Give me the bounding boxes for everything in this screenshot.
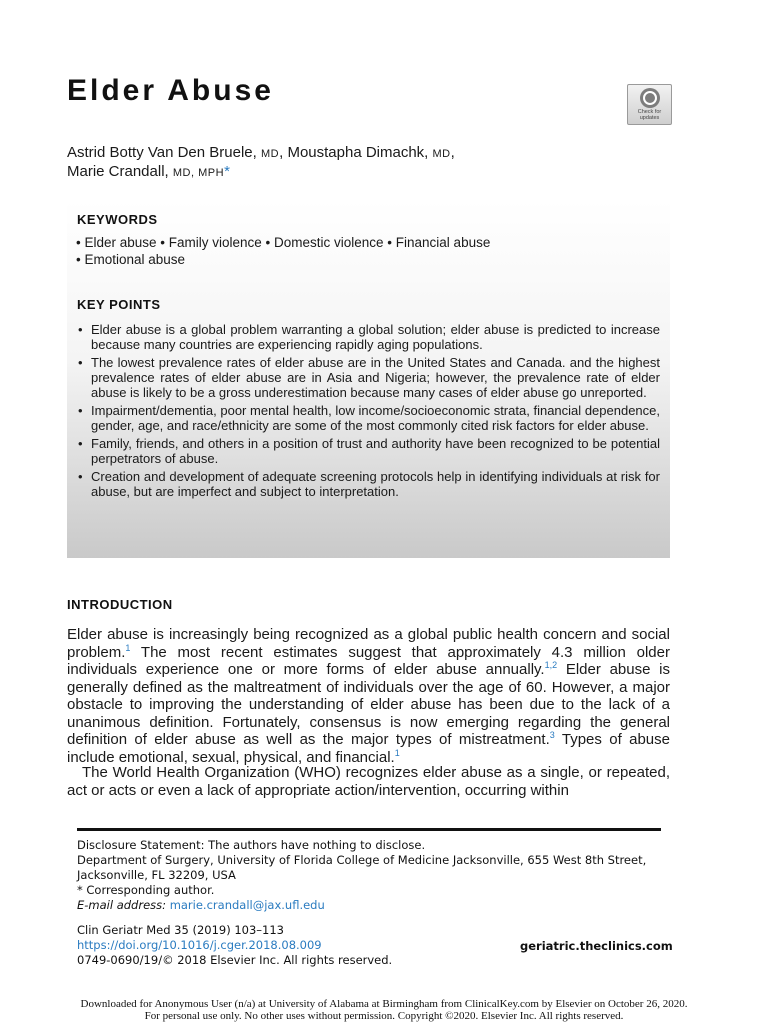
intro-paragraph	[67, 626, 670, 766]
introduction-heading: INTRODUCTION	[67, 597, 173, 612]
reference-link[interactable]: 1	[125, 642, 131, 653]
key-point-item: • Creation and development of adequate screening protocols help in identifying individuals at risk for abuse, but are imperfect and subject to interpretation.	[76, 469, 660, 499]
author-degree: MD, MPH	[172, 167, 225, 179]
paragraph-text: Types of abuse include emotional, sexual, physical, and financial.	[67, 731, 670, 766]
intro-paragraph-2: The World Health Organization (WHO) recognizes elder abuse as a single, or repeated, act or acts or even a lack of appropriate action/intervention, occurring within	[67, 764, 670, 799]
footnote-divider	[77, 828, 661, 831]
paragraph-text: Elder abuse is generally defined as the maltreatment of individuals over the age of 60. However, a major obstacle to improving the understanding of elder abuse has been due to the lack of a unanimous definition. Fortunately, consensus is now emerging regarding the general definition of elder abuse as well as the major types of mistreatment.	[67, 661, 670, 748]
author-name: , Moustapha Dimachk,	[279, 144, 429, 161]
disclosure-statement: Disclosure Statement: The authors have nothing to disclose.	[77, 838, 426, 852]
key-point-item: • Family, friends, and others in a position of trust and authority have been recognized to be potential perpetrators of abuse.	[76, 436, 660, 466]
keywords-line: • Emotional abuse	[76, 252, 186, 267]
copyright-line: 0749-0690/19/© 2018 Elsevier Inc. All rights reserved.	[77, 953, 393, 967]
email-line	[77, 898, 677, 913]
author-degree: MD	[432, 148, 451, 160]
footnote-block	[77, 838, 677, 913]
corresponding-note: * Corresponding author.	[77, 883, 215, 897]
affiliation: Department of Surgery, University of Florida College of Medicine Jacksonville, 655 West 8th Street, Jacksonville, FL 32209, USA	[77, 853, 647, 882]
key-point-item: • Impairment/dementia, poor mental health, low income/socioeconomic strata, financial dependence, gender, age, and race/ethnicity are some of the most commonly cited risk factors for elder abuse.	[76, 403, 660, 433]
check-for-updates-badge[interactable]	[627, 84, 672, 125]
journal-citation: Clin Geriatr Med 35 (2019) 103–113	[77, 923, 284, 937]
badge-label-line1: Check for	[637, 109, 662, 115]
author-degree: MD	[261, 148, 280, 160]
author-separator: ,	[450, 144, 455, 161]
email-label: E-mail address:	[77, 898, 167, 912]
keywords-list	[76, 234, 661, 268]
reference-link[interactable]: 1,2	[544, 660, 558, 670]
download-notice	[0, 998, 768, 1022]
reference-link[interactable]: 3	[549, 730, 555, 740]
author-name: Astrid Botty Van Den Bruele,	[67, 144, 257, 161]
journal-site-link[interactable]: geriatric.theclinics.com	[520, 939, 673, 953]
key-point-item: • Elder abuse is a global problem warranting a global solution; elder abuse is predicted to increase because many countries are experiencing rapidly aging populations.	[76, 322, 660, 352]
paragraph-text: Elder abuse is increasingly being recognized as a global public health concern and social problem.	[67, 626, 670, 661]
paragraph-text: The most recent estimates suggest that approximately 4.3 million older individuals experience one or more forms of elder abuse annually.	[67, 643, 670, 678]
email-link[interactable]: marie.crandall@jax.ufl.edu	[169, 898, 325, 912]
keywords-heading: KEYWORDS	[77, 212, 158, 227]
author-list	[67, 144, 667, 182]
key-point-item: • The lowest prevalence rates of elder abuse are in the United States and Canada. and the highest prevalence rates of elder abuse are in Asia and Nigeria; however, the prevalence rate of elder abuse is likely to be a gross underestimation because many cases of elder abuse go unreported.	[76, 355, 660, 400]
doi-link[interactable]: https://doi.org/10.1016/j.cger.2018.08.009	[77, 938, 322, 952]
article-title: Elder Abuse	[67, 74, 274, 107]
download-notice-line1: Downloaded for Anonymous User (n/a) at University of Alabama at Birmingham from ClinicalKey.com by Elsevier on October 26, 2020.	[80, 998, 688, 1010]
download-notice-line2: For personal use only. No other uses without permission. Copyright ©2020. Elsevier Inc. All rights reserved.	[144, 1010, 624, 1022]
key-points-list	[76, 322, 660, 502]
keywords-line: • Elder abuse • Family violence • Domestic violence • Financial abuse	[76, 235, 491, 250]
crossmark-icon	[640, 88, 660, 108]
key-points-heading: KEY POINTS	[77, 297, 161, 312]
author-name: Marie Crandall,	[67, 163, 169, 180]
corresponding-author-mark[interactable]: *	[224, 163, 230, 180]
keywords-keypoints-box	[67, 200, 670, 558]
reference-link[interactable]: 1	[394, 747, 400, 758]
badge-label-line2: updates	[639, 115, 660, 121]
